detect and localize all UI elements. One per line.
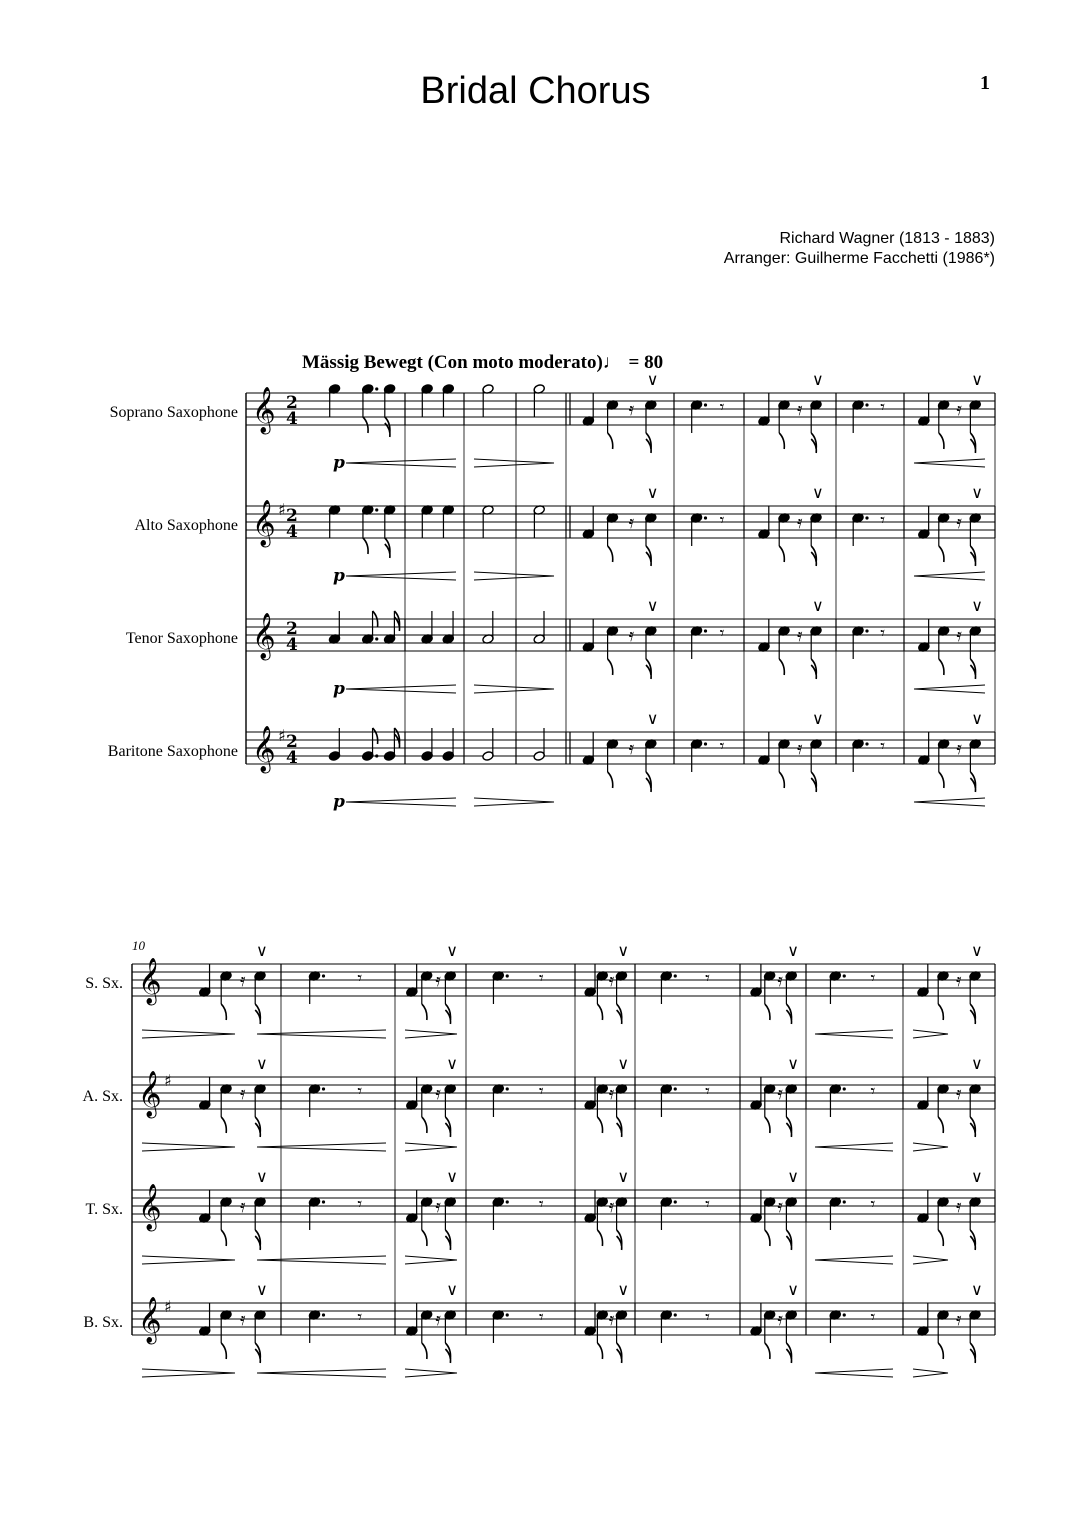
crescendo-hairpin (815, 1373, 893, 1377)
sixteenth-rest-icon: 𝄿 (628, 512, 635, 533)
decrescendo-hairpin (405, 1034, 457, 1038)
decrescendo-hairpin (474, 576, 554, 580)
sixteenth-rest-icon: 𝄿 (608, 970, 615, 991)
note-flag (779, 546, 784, 562)
decrescendo-hairpin (142, 1369, 235, 1373)
crescendo-hairpin (257, 1034, 386, 1038)
crescendo-hairpin (257, 1030, 386, 1034)
accent-marcato-icon: ∨ (787, 941, 799, 960)
eighth-rest-icon: 𝄾 (870, 968, 876, 989)
treble-clef-icon: 𝄞 (138, 1297, 162, 1343)
sixteenth-rest-icon: 𝄿 (435, 1196, 441, 1217)
note-flag (939, 433, 944, 449)
decrescendo-hairpin (405, 1373, 457, 1377)
sixteenth-rest-icon: 𝄿 (435, 1083, 441, 1104)
note-flag (373, 728, 378, 744)
augmentation-dot (375, 754, 378, 757)
accent-marcato-icon: ∨ (787, 1054, 799, 1073)
eighth-rest-icon: 𝄾 (870, 1194, 876, 1215)
crescendo-hairpin (346, 685, 456, 689)
augmentation-dot (674, 974, 677, 977)
accent-marcato-icon: ∨ (256, 941, 268, 960)
decrescendo-hairpin (405, 1256, 457, 1260)
crescendo-hairpin (914, 798, 985, 802)
augmentation-dot (865, 516, 868, 519)
crescendo-hairpin (914, 802, 985, 806)
decrescendo-hairpin (142, 1030, 235, 1034)
eighth-rest-icon: 𝄾 (870, 1307, 876, 1328)
decrescendo-hairpin (405, 1030, 457, 1034)
sixteenth-rest-icon: 𝄿 (797, 512, 803, 533)
sixteenth-rest-icon: 𝄿 (956, 1083, 962, 1104)
accent-marcato-icon: ∨ (971, 483, 983, 502)
eighth-rest-icon: 𝄾 (538, 1194, 544, 1215)
note-flag (597, 1230, 602, 1246)
eighth-rest-icon: 𝄾 (357, 968, 363, 989)
instrument-short-soprano: S. Sx. (85, 975, 123, 992)
note-flag (363, 538, 368, 554)
decrescendo-hairpin (474, 459, 554, 463)
accent-marcato-icon: ∨ (812, 370, 824, 389)
decrescendo-hairpin (474, 463, 554, 467)
note-flag (765, 1343, 770, 1359)
crescendo-hairpin (815, 1147, 893, 1151)
decrescendo-hairpin (913, 1147, 948, 1151)
note-flag (221, 1230, 226, 1246)
augmentation-dot (843, 1087, 846, 1090)
note-flag (938, 1343, 943, 1359)
note-flag (422, 1343, 427, 1359)
note-flag (765, 1117, 770, 1133)
augmentation-dot (704, 629, 707, 632)
accent-marcato-icon: ∨ (787, 1167, 799, 1186)
decrescendo-hairpin (474, 798, 554, 802)
crescendo-hairpin (346, 572, 456, 576)
sixteenth-rest-icon: 𝄿 (435, 1309, 441, 1330)
eighth-rest-icon: 𝄾 (705, 1307, 710, 1328)
note-flag (597, 1117, 602, 1133)
instrument-name-baritone: Baritone Saxophone (107, 743, 238, 760)
time-signature-numerator: 2 (286, 393, 298, 413)
time-signature-denominator: 4 (286, 409, 298, 429)
eighth-rest-icon: 𝄾 (870, 1081, 876, 1102)
accent-marcato-icon: ∨ (256, 1054, 268, 1073)
decrescendo-hairpin (142, 1256, 235, 1260)
eighth-rest-icon: 𝄾 (357, 1081, 363, 1102)
augmentation-dot (322, 1087, 325, 1090)
augmentation-dot (674, 1313, 677, 1316)
augmentation-dot (843, 1313, 846, 1316)
augmentation-dot (506, 1200, 509, 1203)
note-flag (779, 659, 784, 675)
crescendo-hairpin (257, 1143, 386, 1147)
decrescendo-hairpin (405, 1147, 457, 1151)
eighth-rest-icon: 𝄾 (880, 510, 885, 531)
note-flag (608, 659, 613, 675)
time-signature-denominator: 4 (286, 748, 298, 768)
crescendo-hairpin (346, 802, 456, 806)
accent-marcato-icon: ∨ (256, 1167, 268, 1186)
accent-marcato-icon: ∨ (812, 483, 824, 502)
decrescendo-hairpin (913, 1373, 948, 1377)
sixteenth-rest-icon: 𝄿 (608, 1083, 615, 1104)
augmentation-dot (865, 403, 868, 406)
arranger-credit: Arranger: Guilherme Facchetti (1986*) (723, 250, 995, 267)
eighth-rest-icon: 𝄾 (719, 510, 725, 531)
sixteenth-rest-icon: 𝄿 (435, 970, 441, 991)
note-flag (597, 1004, 602, 1020)
decrescendo-hairpin (913, 1030, 948, 1034)
eighth-rest-icon: 𝄾 (880, 623, 885, 644)
treble-clef-icon: 𝄞 (138, 1071, 162, 1117)
crescendo-hairpin (257, 1260, 386, 1264)
treble-clef-icon: 𝄞 (252, 387, 276, 433)
dynamic-piano: p (333, 566, 345, 586)
decrescendo-hairpin (142, 1143, 235, 1147)
accent-marcato-icon: ∨ (971, 709, 983, 728)
sixteenth-rest-icon: 𝄿 (797, 738, 803, 759)
accent-marcato-icon: ∨ (971, 1280, 983, 1299)
sixteenth-rest-icon: 𝄿 (240, 970, 246, 991)
sixteenth-rest-icon: 𝄿 (797, 399, 803, 420)
decrescendo-hairpin (405, 1369, 457, 1373)
crescendo-hairpin (815, 1143, 893, 1147)
accent-marcato-icon: ∨ (446, 1280, 458, 1299)
accent-marcato-icon: ∨ (971, 941, 983, 960)
crescendo-hairpin (815, 1260, 893, 1264)
accent-marcato-icon: ∨ (971, 370, 983, 389)
augmentation-dot (506, 1313, 509, 1316)
dynamic-piano: p (333, 792, 345, 812)
crescendo-hairpin (346, 798, 456, 802)
augmentation-dot (375, 508, 378, 511)
decrescendo-hairpin (913, 1143, 948, 1147)
crescendo-hairpin (257, 1369, 386, 1373)
note-flag (608, 546, 613, 562)
treble-clef-icon: 𝄞 (252, 500, 276, 546)
sixteenth-rest-icon: 𝄿 (240, 1309, 246, 1330)
crescendo-hairpin (815, 1369, 893, 1373)
augmentation-dot (843, 974, 846, 977)
decrescendo-hairpin (142, 1373, 235, 1377)
eighth-rest-icon: 𝄾 (357, 1194, 363, 1215)
note-flag (597, 1343, 602, 1359)
accent-marcato-icon: ∨ (617, 1280, 630, 1299)
time-signature-denominator: 4 (286, 522, 298, 542)
key-signature-sharp: ♯ (164, 1071, 172, 1090)
augmentation-dot (375, 637, 378, 640)
accent-marcato-icon: ∨ (646, 370, 659, 389)
composer-credit: Richard Wagner (1813 - 1883) (779, 230, 995, 247)
accent-marcato-icon: ∨ (646, 596, 659, 615)
note-flag (779, 433, 784, 449)
sixteenth-rest-icon: 𝄿 (628, 625, 635, 646)
accent-marcato-icon: ∨ (812, 596, 824, 615)
crescendo-hairpin (346, 689, 456, 693)
sixteenth-rest-icon: 𝄿 (240, 1196, 246, 1217)
eighth-rest-icon: 𝄾 (705, 1194, 710, 1215)
note-flag (422, 1117, 427, 1133)
key-signature-sharp: ♯ (164, 1297, 172, 1316)
crescendo-hairpin (815, 1256, 893, 1260)
crescendo-hairpin (914, 576, 985, 580)
sixteenth-rest-icon: 𝄿 (777, 970, 783, 991)
tempo-text: Mässig Bewegt (Con moto moderato) (302, 352, 603, 373)
accent-marcato-icon: ∨ (971, 1167, 983, 1186)
accent-marcato-icon: ∨ (446, 941, 458, 960)
decrescendo-hairpin (405, 1143, 457, 1147)
sixteenth-rest-icon: 𝄿 (956, 970, 962, 991)
augmentation-dot (865, 742, 868, 745)
decrescendo-hairpin (142, 1260, 235, 1264)
augmentation-dot (375, 387, 378, 390)
augmentation-dot (506, 1087, 509, 1090)
sixteenth-rest-icon: 𝄿 (956, 625, 962, 646)
metronome-value: = 80 (628, 352, 664, 373)
accent-marcato-icon: ∨ (617, 941, 630, 960)
note-flag (938, 1117, 943, 1133)
instrument-name-soprano: Soprano Saxophone (109, 404, 238, 421)
crescendo-hairpin (257, 1256, 386, 1260)
sixteenth-rest-icon: 𝄿 (797, 625, 803, 646)
eighth-rest-icon: 𝄾 (357, 1307, 363, 1328)
augmentation-dot (674, 1200, 677, 1203)
sixteenth-rest-icon: 𝄿 (777, 1083, 783, 1104)
note-flag (765, 1004, 770, 1020)
note-flag (221, 1343, 226, 1359)
eighth-rest-icon: 𝄾 (880, 397, 885, 418)
crescendo-hairpin (346, 463, 456, 467)
decrescendo-hairpin (913, 1369, 948, 1373)
augmentation-dot (322, 974, 325, 977)
augmentation-dot (704, 516, 707, 519)
augmentation-dot (704, 742, 707, 745)
crescendo-hairpin (815, 1034, 893, 1038)
time-signature-numerator: 2 (286, 506, 298, 526)
sixteenth-rest-icon: 𝄿 (956, 512, 962, 533)
crescendo-hairpin (815, 1030, 893, 1034)
decrescendo-hairpin (913, 1256, 948, 1260)
measure-number: 10 (132, 938, 145, 953)
sixteenth-rest-icon: 𝄿 (608, 1309, 615, 1330)
augmentation-dot (843, 1200, 846, 1203)
note-flag (221, 1004, 226, 1020)
decrescendo-hairpin (474, 802, 554, 806)
sixteenth-rest-icon: 𝄿 (777, 1196, 783, 1217)
note-flag (608, 433, 613, 449)
note-flag (938, 1230, 943, 1246)
crescendo-hairpin (914, 685, 985, 689)
note-flag (939, 546, 944, 562)
eighth-rest-icon: 𝄾 (538, 968, 544, 989)
instrument-name-alto: Alto Saxophone (134, 517, 238, 534)
crescendo-hairpin (346, 576, 456, 580)
crescendo-hairpin (914, 463, 985, 467)
augmentation-dot (674, 1087, 677, 1090)
eighth-rest-icon: 𝄾 (880, 736, 885, 757)
note-flag (779, 772, 784, 788)
augmentation-dot (322, 1200, 325, 1203)
augmentation-dot (704, 403, 707, 406)
treble-clef-icon: 𝄞 (138, 1184, 162, 1230)
crescendo-hairpin (914, 689, 985, 693)
crescendo-hairpin (257, 1373, 386, 1377)
instrument-short-tenor: T. Sx. (85, 1201, 123, 1218)
sixteenth-rest-icon: 𝄿 (956, 738, 962, 759)
decrescendo-hairpin (142, 1147, 235, 1151)
decrescendo-hairpin (474, 689, 554, 693)
treble-clef-icon: 𝄞 (252, 613, 276, 659)
accent-marcato-icon: ∨ (971, 596, 983, 615)
sixteenth-rest-icon: 𝄿 (628, 399, 635, 420)
sixteenth-rest-icon: 𝄿 (777, 1309, 783, 1330)
treble-clef-icon: 𝄞 (138, 958, 162, 1004)
crescendo-hairpin (346, 459, 456, 463)
note-flag (939, 659, 944, 675)
eighth-rest-icon: 𝄾 (719, 736, 725, 757)
time-signature-numerator: 2 (286, 619, 298, 639)
eighth-rest-icon: 𝄾 (538, 1307, 544, 1328)
augmentation-dot (865, 629, 868, 632)
note-flag (938, 1004, 943, 1020)
accent-marcato-icon: ∨ (446, 1054, 458, 1073)
accent-marcato-icon: ∨ (617, 1054, 630, 1073)
note-flag (608, 772, 613, 788)
accent-marcato-icon: ∨ (617, 1167, 630, 1186)
time-signature-denominator: 4 (286, 635, 298, 655)
eighth-rest-icon: 𝄾 (719, 397, 725, 418)
accent-marcato-icon: ∨ (646, 709, 659, 728)
accent-marcato-icon: ∨ (971, 1054, 983, 1073)
sixteenth-rest-icon: 𝄿 (956, 1309, 962, 1330)
sixteenth-rest-icon: 𝄿 (956, 399, 962, 420)
accent-marcato-icon: ∨ (787, 1280, 799, 1299)
eighth-rest-icon: 𝄾 (705, 968, 710, 989)
note-flag (422, 1004, 427, 1020)
decrescendo-hairpin (474, 685, 554, 689)
sixteenth-rest-icon: 𝄿 (956, 1196, 962, 1217)
instrument-name-tenor: Tenor Saxophone (125, 630, 238, 647)
note-flag (221, 1117, 226, 1133)
accent-marcato-icon: ∨ (646, 483, 659, 502)
note-flag (422, 1230, 427, 1246)
accent-marcato-icon: ∨ (812, 709, 824, 728)
eighth-rest-icon: 𝄾 (538, 1081, 544, 1102)
accent-marcato-icon: ∨ (256, 1280, 268, 1299)
key-signature-sharp: ♯ (278, 726, 286, 745)
dynamic-piano: p (333, 679, 345, 699)
decrescendo-hairpin (913, 1034, 948, 1038)
decrescendo-hairpin (142, 1034, 235, 1038)
key-signature-sharp: ♯ (278, 500, 286, 519)
page-number: 1 (980, 72, 990, 94)
instrument-short-alto: A. Sx. (82, 1088, 123, 1105)
instrument-short-baritone: B. Sx. (83, 1314, 123, 1331)
dynamic-piano: p (333, 453, 345, 473)
note-flag (939, 772, 944, 788)
crescendo-hairpin (914, 459, 985, 463)
crescendo-hairpin (257, 1147, 386, 1151)
augmentation-dot (506, 974, 509, 977)
eighth-rest-icon: 𝄾 (705, 1081, 710, 1102)
decrescendo-hairpin (913, 1260, 948, 1264)
crescendo-hairpin (914, 572, 985, 576)
accent-marcato-icon: ∨ (446, 1167, 458, 1186)
sixteenth-rest-icon: 𝄿 (608, 1196, 615, 1217)
quarter-note-icon: ♩ (602, 352, 622, 373)
decrescendo-hairpin (474, 572, 554, 576)
eighth-rest-icon: 𝄾 (719, 623, 725, 644)
treble-clef-icon: 𝄞 (252, 726, 276, 772)
note-flag (765, 1230, 770, 1246)
augmentation-dot (322, 1313, 325, 1316)
decrescendo-hairpin (405, 1260, 457, 1264)
sixteenth-rest-icon: 𝄿 (240, 1083, 246, 1104)
time-signature-numerator: 2 (286, 732, 298, 752)
score-title: Bridal Chorus (420, 70, 651, 112)
sixteenth-rest-icon: 𝄿 (628, 738, 635, 759)
